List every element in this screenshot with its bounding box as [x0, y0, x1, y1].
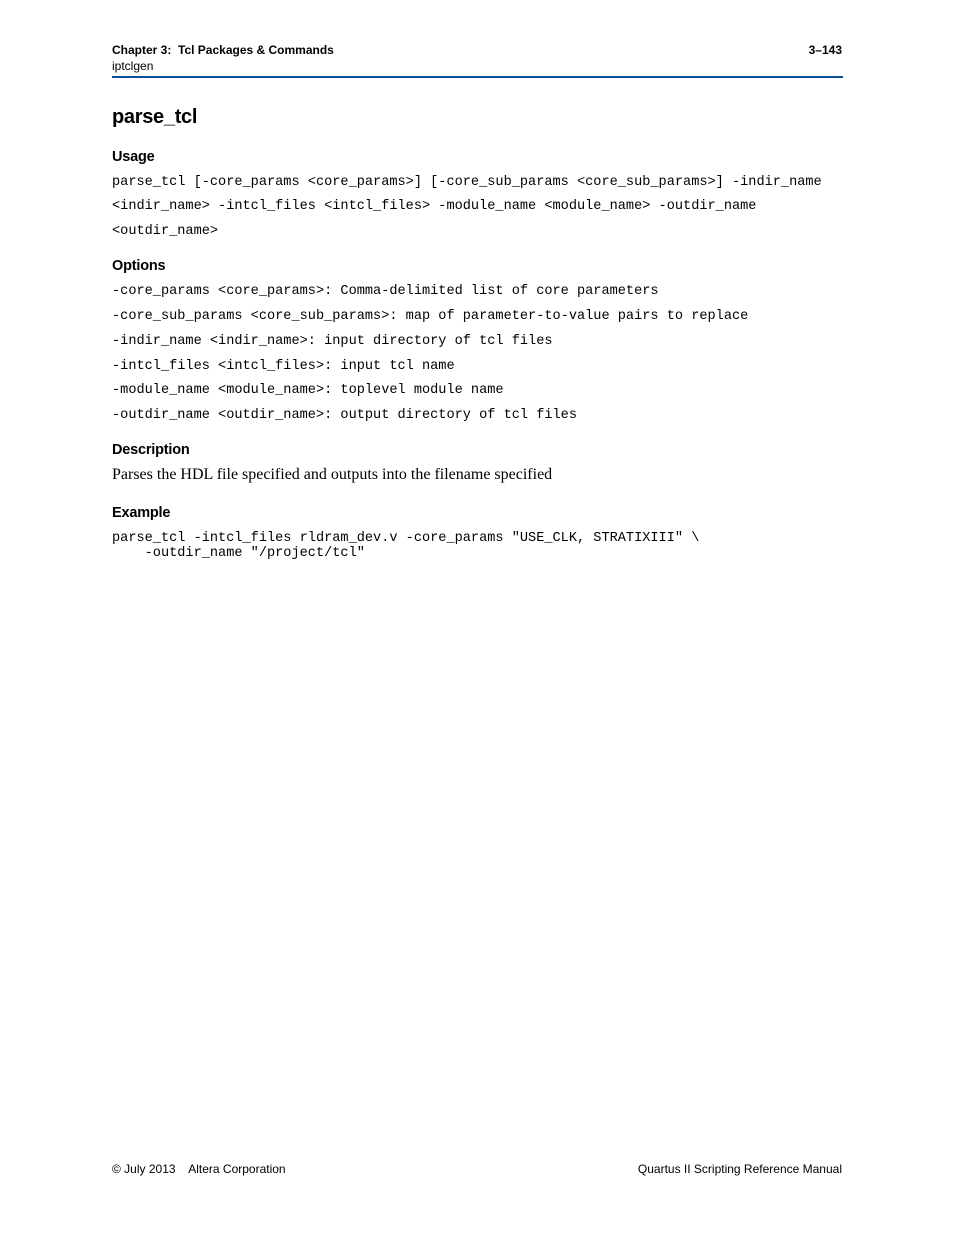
usage-line: parse_tcl [-core_params <core_params>] [-core_sub_params <core_sub_params>] -indir_name — [112, 175, 822, 190]
footer-copyright: © July 2013 Altera Corporation — [112, 1162, 286, 1176]
section-name: iptclgen — [112, 59, 154, 73]
example-line: -outdir_name "/project/tcl" — [112, 546, 365, 561]
options-heading: Options — [112, 258, 166, 274]
example-heading: Example — [112, 505, 171, 521]
usage-line: <indir_name> -intcl_files <intcl_files> -module_name <module_name> -outdir_name — [112, 199, 757, 214]
usage-line: <outdir_name> — [112, 224, 219, 239]
example-line: parse_tcl -intcl_files rldram_dev.v -core_params "USE_CLK, STRATIXIII" \ — [112, 531, 700, 546]
option-item: -outdir_name <outdir_name>: output directory of tcl files — [112, 408, 577, 423]
page-number: 3–143 — [808, 43, 842, 57]
header-rule — [112, 76, 843, 78]
footer-manual-title: Quartus II Scripting Reference Manual — [637, 1162, 842, 1176]
description-heading: Description — [112, 442, 190, 458]
option-item: -intcl_files <intcl_files>: input tcl name — [112, 359, 455, 374]
chapter-title: Chapter 3: Tcl Packages & Commands — [112, 43, 334, 57]
option-item: -indir_name <indir_name>: input directory of tcl files — [112, 334, 553, 349]
usage-heading: Usage — [112, 149, 155, 165]
option-item: -core_params <core_params>: Comma-delimited list of core parameters — [112, 284, 659, 299]
page-title: parse_tcl — [112, 106, 198, 128]
option-item: -core_sub_params <core_sub_params>: map of parameter-to-value pairs to replace — [112, 309, 749, 324]
option-item: -module_name <module_name>: toplevel module name — [112, 383, 504, 398]
description-text: Parses the HDL file specified and outputs into the filename specified — [112, 466, 553, 483]
